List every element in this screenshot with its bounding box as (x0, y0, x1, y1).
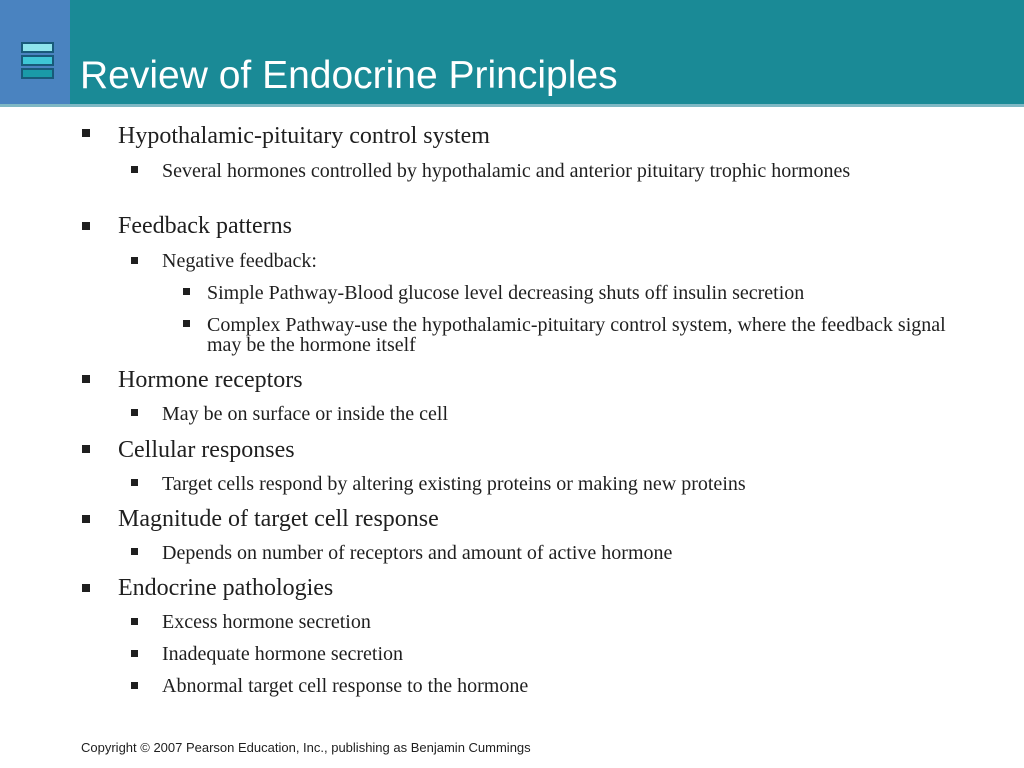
bullet-item-level2: Target cells respond by altering existing proteins or making new proteins (162, 473, 746, 495)
bullet-marker (131, 257, 138, 264)
bullet-item-level3: Simple Pathway-Blood glucose level decreasing shuts off insulin secretion (207, 282, 805, 304)
bullet-marker (82, 375, 90, 383)
bullet-item-level1: Hypothalamic-pituitary control system (118, 123, 490, 149)
bullet-marker (131, 479, 138, 486)
bullet-marker (131, 166, 138, 173)
bullet-item-level2: Several hormones controlled by hypothalamic and anterior pituitary trophic hormones (162, 160, 851, 182)
bullet-item-level2: Abnormal target cell response to the hormone (162, 675, 529, 697)
bullet-marker (82, 584, 90, 592)
bullet-marker (82, 222, 90, 230)
bullet-marker (82, 515, 90, 523)
bullet-marker (131, 409, 138, 416)
bullet-item-level3: Complex Pathway-use the hypothalamic-pituitary control system, where the feedback signal may be the hormone itself (207, 314, 946, 356)
bullet-item-level2: Negative feedback: (162, 250, 317, 272)
bullet-marker (131, 650, 138, 657)
bullet-marker (82, 445, 90, 453)
bullet-item-level1: Hormone receptors (118, 367, 303, 393)
bullet-item-level1: Magnitude of target cell response (118, 506, 439, 532)
bullet-marker (131, 618, 138, 625)
slide-title: Review of Endocrine Principles (80, 54, 618, 97)
bullet-marker (183, 288, 190, 295)
bullet-item-level2: Depends on number of receptors and amount of active hormone (162, 542, 673, 564)
bullet-item-level1: Endocrine pathologies (118, 575, 334, 601)
bullet-item-level1: Feedback patterns (118, 213, 292, 239)
bullet-item-level2: Inadequate hormone secretion (162, 643, 404, 665)
copyright-footer: Copyright © 2007 Pearson Education, Inc., publishing as Benjamin Cummings (81, 740, 531, 755)
bullet-marker (82, 129, 90, 137)
bullet-marker (131, 682, 138, 689)
bullet-item-level1: Cellular responses (118, 437, 295, 463)
bullet-marker (183, 320, 190, 327)
bullet-item-level2: Excess hormone secretion (162, 611, 371, 633)
bullet-item-level2: May be on surface or inside the cell (162, 403, 449, 425)
bullet-marker (131, 548, 138, 555)
